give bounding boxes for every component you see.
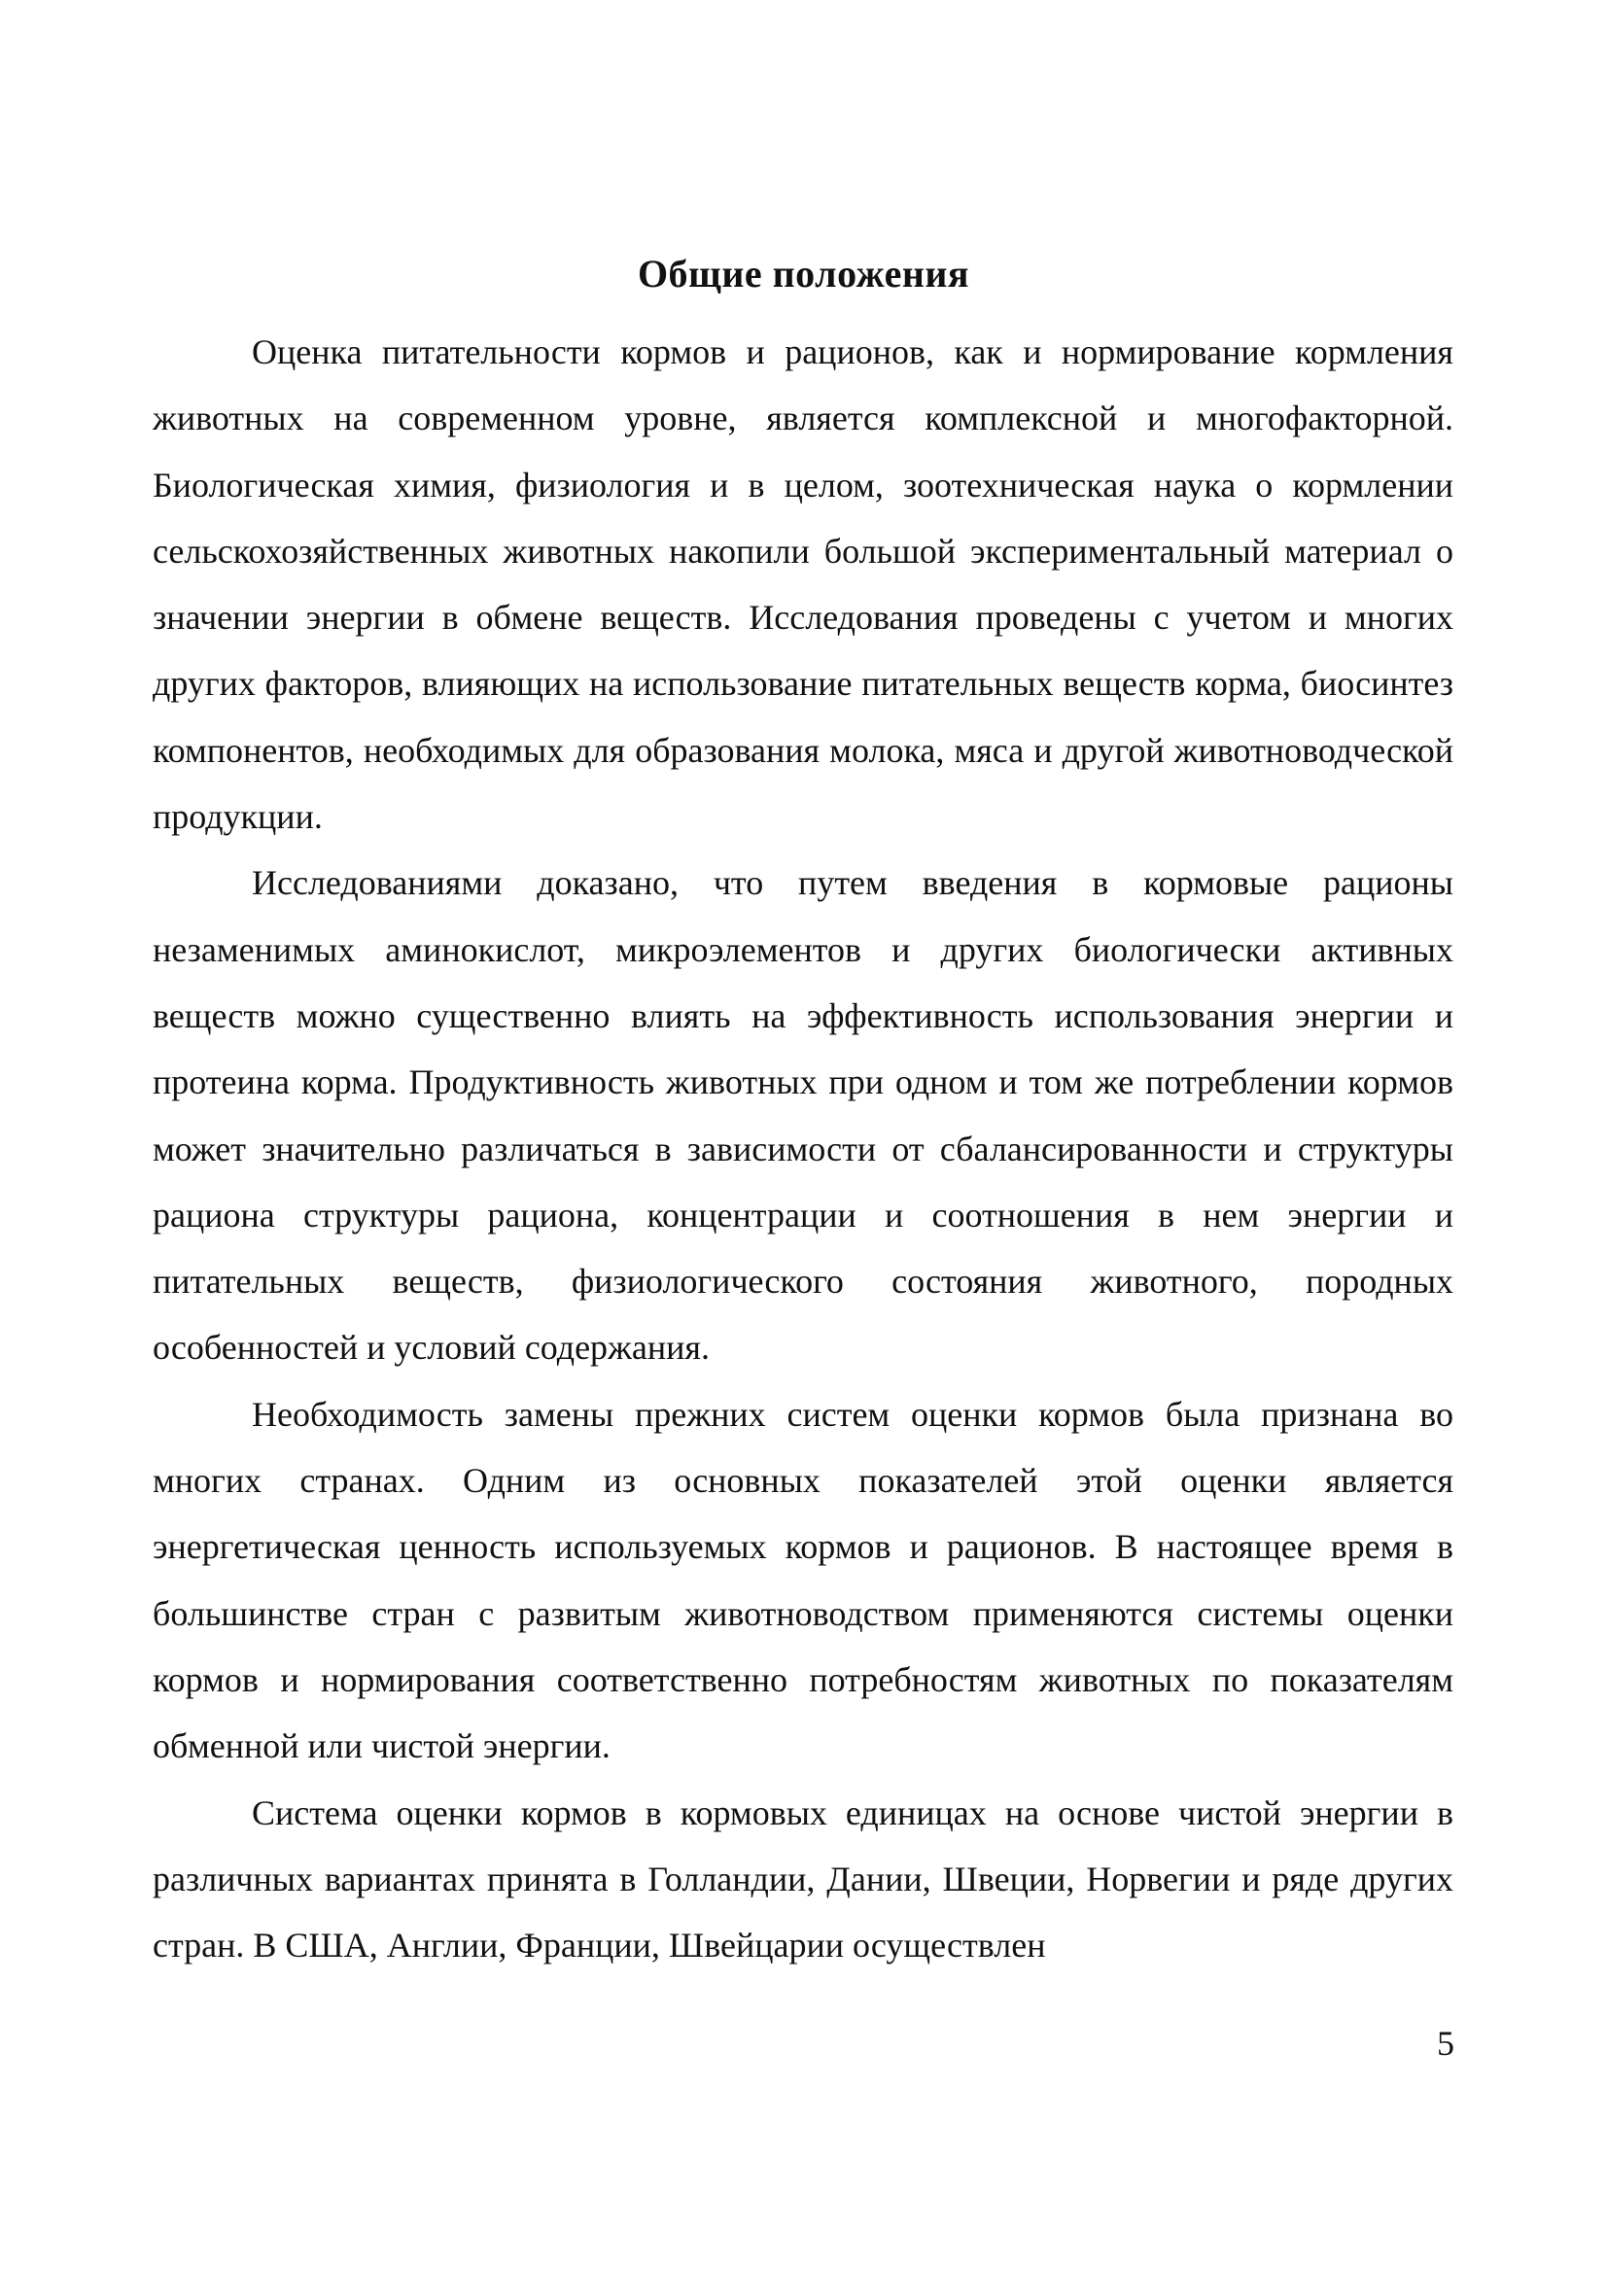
- paragraph-2: Исследованиями доказано, что путем введения в кормовые рационы незаменимых аминокислот, микроэлементов и других биологически активных веществ можно существенно влиять на эффективность использования энергии и протеина корма. Продуктивность животных при одном и том же потреблении кормов может значительно различаться в зависимости от сбалансированности и структуры рациона структуры рациона, концентрации и соотношения в нем энергии и питательных веществ, физиологического состояния животного, породных особенностей и условий содержания.: [153, 863, 1453, 1368]
- paragraph-4: Система оценки кормов в кормовых единицах на основе чистой энергии в различных вариантах принята в Голландии, Дании, Швеции, Норвегии и ряде других стран. В США, Англии, Франции, Швейцарии осуществлен: [153, 1792, 1453, 1966]
- page-number: 5: [1437, 2024, 1454, 2063]
- body-text: [153, 319, 1453, 1978]
- page-title: Общие положения: [637, 252, 970, 296]
- paragraph-3: Необходимость замены прежних систем оценки кормов была признана во многих странах. Одним из основных показателей этой оценки является энергетическая ценность используемых кормов и рационов. В настоящее время в большинстве стран с развитым животноводством применяются системы оценки кормов и нормирования соответственно потребностям животных по показателям обменной или чистой энергии.: [153, 1394, 1453, 1766]
- paragraph-1: Оценка питательности кормов и рационов, как и нормирование кормления животных на современном уровне, является комплексной и многофакторной. Биологическая химия, физиология и в целом, зоотехническая наука о кормлении сельскохозяйственных животных накопили большой экспериментальный материал о значении энергии в обмене веществ. Исследования проведены с учетом и многих других факторов, влияющих на использование питательных веществ корма, биосинтез компонентов, необходимых для образования молока, мяса и другой животноводческой продукции.: [153, 332, 1453, 837]
